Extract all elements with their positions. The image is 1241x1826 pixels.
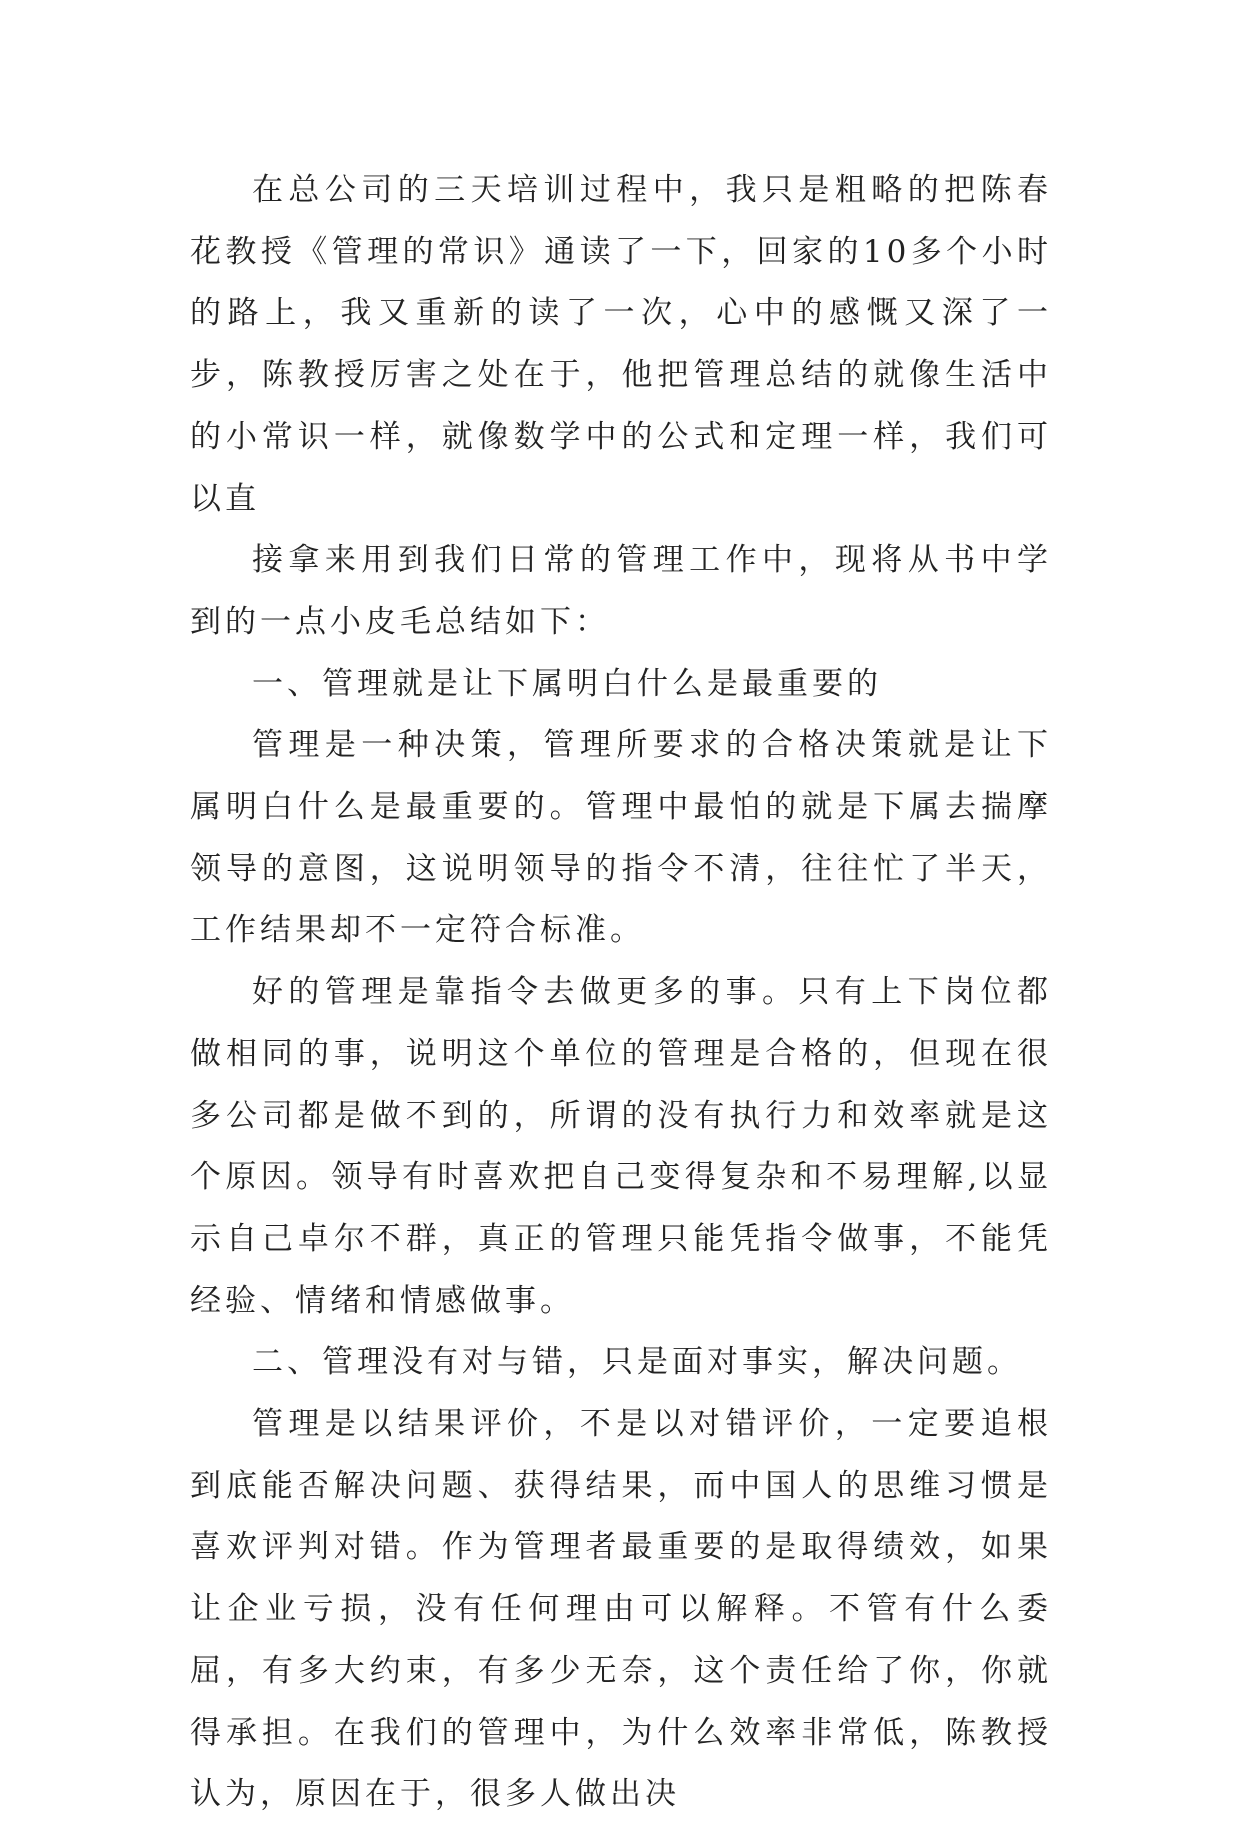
paragraph-results: 管理是以结果评价，不是以对错评价，一定要追根到底能否解决问题、获得结果，而中国人的思维习惯是喜欢评判对错。作为管理者最重要的是取得绩效，如果让企业亏损，没有任何理由可以解释。不管有什么委屈，有多大约束，有多少无奈，这个责任给了你，你就得承担。在我们的管理中，为什么效率非常低，陈教授认为，原因在于，很多人做出决: [190, 1406, 1052, 1813]
document-body: [190, 160, 1052, 1826]
paragraph-decision: 管理是一种决策，管理所要求的合格决策就是让下属明白什么是最重要的。管理中最怕的就是下属去揣摩领导的意图，这说明领导的指令不清，往往忙了半天，工作结果却不一定符合标准。: [190, 727, 1052, 949]
paragraph-summary-lead: 接拿来用到我们日常的管理工作中，现将从书中学到的一点小皮毛总结如下：: [190, 542, 1052, 640]
paragraph-intro: 在总公司的三天培训过程中，我只是粗略的把陈春花教授《管理的常识》通读了一下，回家的10多个小时的路上，我又重新的读了一次，心中的感慨又深了一步，陈教授厉害之处在于，他把管理总结的就像生活中的小常识一样，就像数学中的公式和定理一样，我们可以直: [190, 172, 1052, 517]
section-heading-2: 二、管理没有对与错，只是面对事实，解决问题。: [252, 1344, 1022, 1381]
paragraph-good-management: 好的管理是靠指令去做更多的事。只有上下岗位都做相同的事，说明这个单位的管理是合格的，但现在很多公司都是做不到的，所谓的没有执行力和效率就是这个原因。领导有时喜欢把自己变得复杂和不易理解,以显示自己卓尔不群，真正的管理只能凭指令做事，不能凭经验、情绪和情感做事。: [190, 974, 1052, 1319]
section-heading-1: 一、管理就是让下属明白什么是最重要的: [252, 665, 882, 702]
